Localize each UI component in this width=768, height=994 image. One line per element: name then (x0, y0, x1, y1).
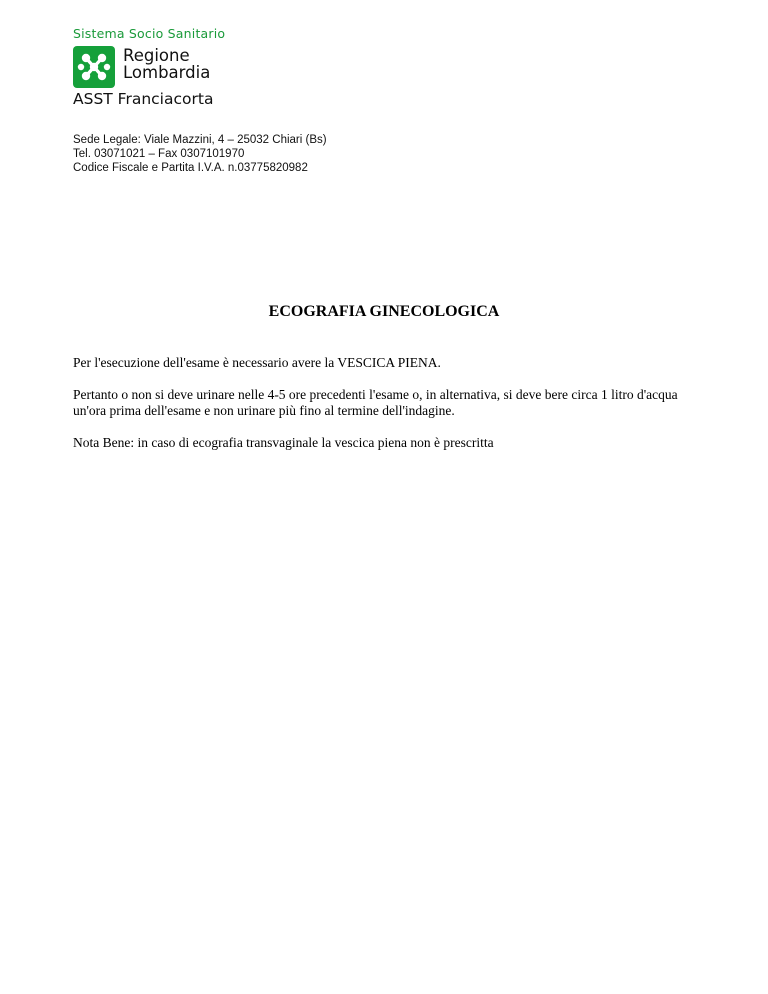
tax-code-line: Codice Fiscale e Partita I.V.A. n.03775820982 (73, 162, 308, 174)
page-title: ECOGRAFIA GINECOLOGICA (268, 303, 500, 320)
instruction-paragraph-2: Pertanto o non si deve urinare nelle 4-5 ore precedenti l'esame o, in alternativa, si deve bere circa 1 litro d'acqua un'ora prima dell'esame e non urinare più fino al termine dell'indagine. (73, 387, 678, 418)
agency-name: ASST Franciacorta (73, 90, 214, 108)
contact-info (73, 133, 327, 175)
address-line: Sede Legale: Viale Mazzini, 4 – 25032 Chiari (Bs) (73, 134, 327, 146)
regione-lombardia-rosa-camuna-icon (73, 46, 115, 88)
instruction-paragraph-1: Per l'esecuzione dell'esame è necessario avere la VESCICA PIENA. (73, 355, 441, 370)
region-name: Regione Lombardia (123, 46, 211, 82)
system-name: Sistema Socio Sanitario (73, 26, 226, 41)
phone-fax-line: Tel. 03071021 – Fax 0307101970 (73, 148, 245, 160)
note-paragraph: Nota Bene: in caso di ecografia transvaginale la vescica piena non è prescritta (73, 435, 494, 450)
